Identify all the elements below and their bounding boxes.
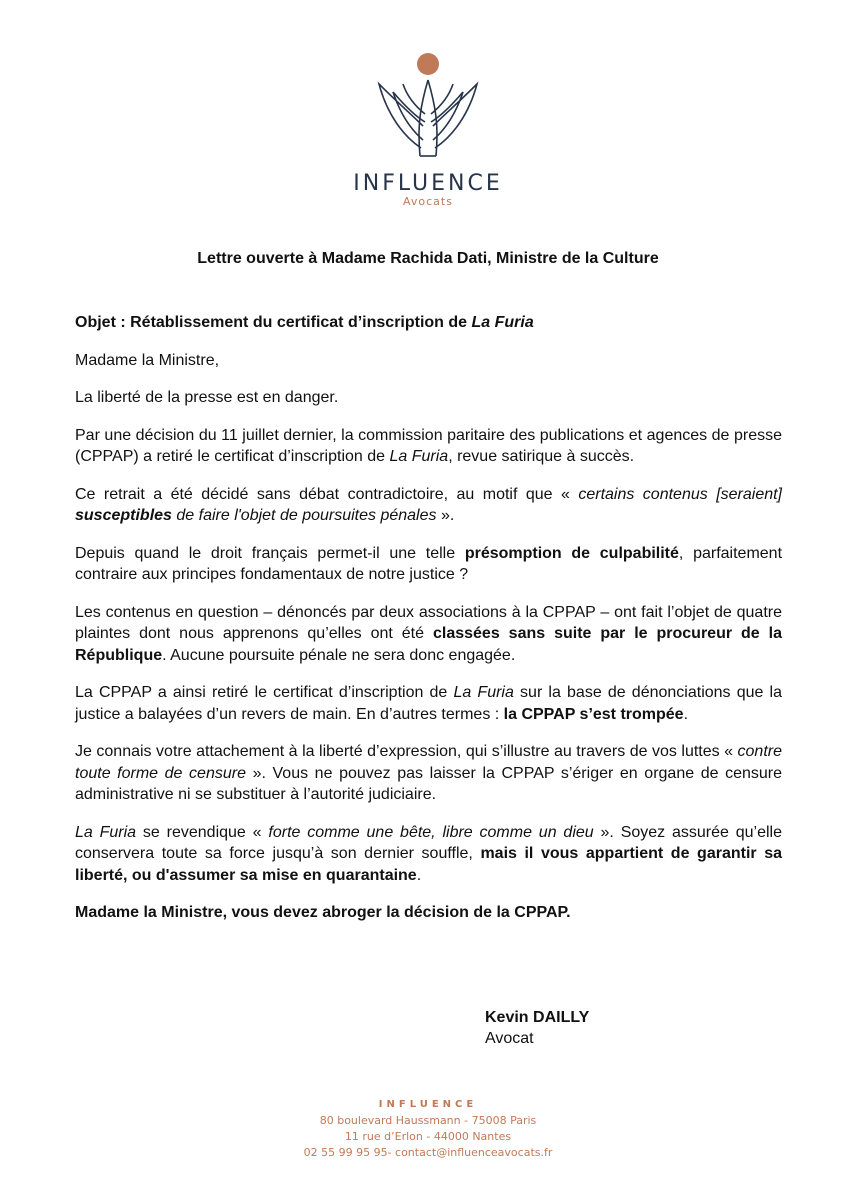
p6-text-c: . [683,705,689,723]
p8-italic-2: forte comme une bête, libre comme un dieu [268,823,594,841]
p8-text-b: ». Soyez assurée qu’elle conservera toute sa force jusqu’à son dernier souffle, [75,823,782,862]
p3-bold-italic: susceptibles [75,507,172,524]
logo-emblem-icon [373,44,483,166]
salutation: Madame la Ministre, [75,351,220,369]
p2-text-a: Par une décision du 11 juillet dernier, la commission paritaire des publications et agences de presse (CPPAP) a retiré le certificat d’inscription de [75,426,782,465]
p9-bold: Madame la Ministre, vous devez abroger la décision de la CPPAP. [75,904,571,921]
footer-address-nantes: 11 rue d’Erlon - 44000 Nantes [344,1130,512,1143]
p8-text-a: se revendique « [136,823,269,841]
p5-bold: classées sans suite par le procureur de la République [75,625,782,664]
p7-text-a: Je connais votre attachement à la liberté d’expression, qui s’illustre au travers de vos luttes « [75,743,738,760]
paragraph-7 [75,741,782,806]
p4-text-b: , parfaitement contraire aux principes fondamentaux de notre justice ? [75,544,783,583]
signature-block [485,1007,589,1049]
p6-text-a: La CPPAP a ainsi retiré le certificat d’inscription de [75,684,454,701]
p6-text-b: sur la base de dénonciations que la justice a balayées d’un revers de main. En d’autres termes : [75,684,782,723]
letter-title: Lettre ouverte à Madame Rachida Dati, Ministre de la Culture [197,250,659,267]
paragraph-5 [75,602,782,667]
p4-text-a: Depuis quand le droit français permet-il une telle [75,544,465,562]
paragraph-4 [75,543,782,586]
p6-italic: La Furia [453,684,514,701]
footer-address-paris: 80 boulevard Haussmann - 75008 Paris [319,1114,537,1127]
paragraph-8 [75,822,782,887]
footer [0,1097,856,1161]
footer-brand: INFLUENCE [378,1099,478,1110]
p8-italic-1: La Furia [75,823,137,841]
subject-text: Objet : Rétablissement du certificat d’inscription de [75,314,472,331]
p6-bold: la CPPAP s’est trompée [503,705,684,723]
p3-text-a: Ce retrait a été décidé sans débat contradictoire, au motif que « [75,485,579,503]
footer-contact: 02 55 99 95 95- contact@influenceavocats.fr [303,1146,553,1159]
signature-name: Kevin DAILLY [485,1009,590,1026]
subject-italic: La Furia [471,314,534,331]
signature-role: Avocat [485,1030,534,1047]
p2-italic: La Furia [389,448,449,465]
letter-subject [75,312,782,334]
paragraph-1: La liberté de la presse est en danger. [75,389,339,406]
p3-italic-1: certains contenus [seraient] [578,485,783,503]
paragraph-2 [75,425,782,468]
p5-text-a: Les contenus en question – dénoncés par deux associations à la CPPAP – ont fait l’objet de quatre plaintes dont nous apprenons qu’elles ont été [75,603,782,642]
p7-italic: contre toute forme de censure [75,743,782,782]
paragraph-6 [75,682,782,725]
p7-text-b: ». Vous ne pouvez pas laisser la CPPAP s’ériger en organe de censure administrative ni se substituer à l’autorité judiciaire. [75,764,783,803]
p2-text-b: , revue satirique à succès. [448,448,635,465]
paragraph-3 [75,484,782,527]
p5-text-b: . Aucune poursuite pénale ne sera donc engagée. [162,646,516,664]
brand-subtitle: Avocats [403,195,453,208]
logo [0,44,856,208]
brand-name: INFLUENCE [353,171,503,196]
paragraph-9 [75,902,782,924]
p4-bold: présomption de culpabilité [464,544,679,562]
p8-bold: mais il vous appartient de garantir sa liberté, ou d'assumer sa mise en quarantaine [75,845,782,884]
p3-italic-2: de faire l'objet de poursuites pénales [171,507,437,524]
p3-text-b: ». [436,507,455,524]
p8-text-c: . [416,866,422,884]
letter-body [75,312,782,940]
